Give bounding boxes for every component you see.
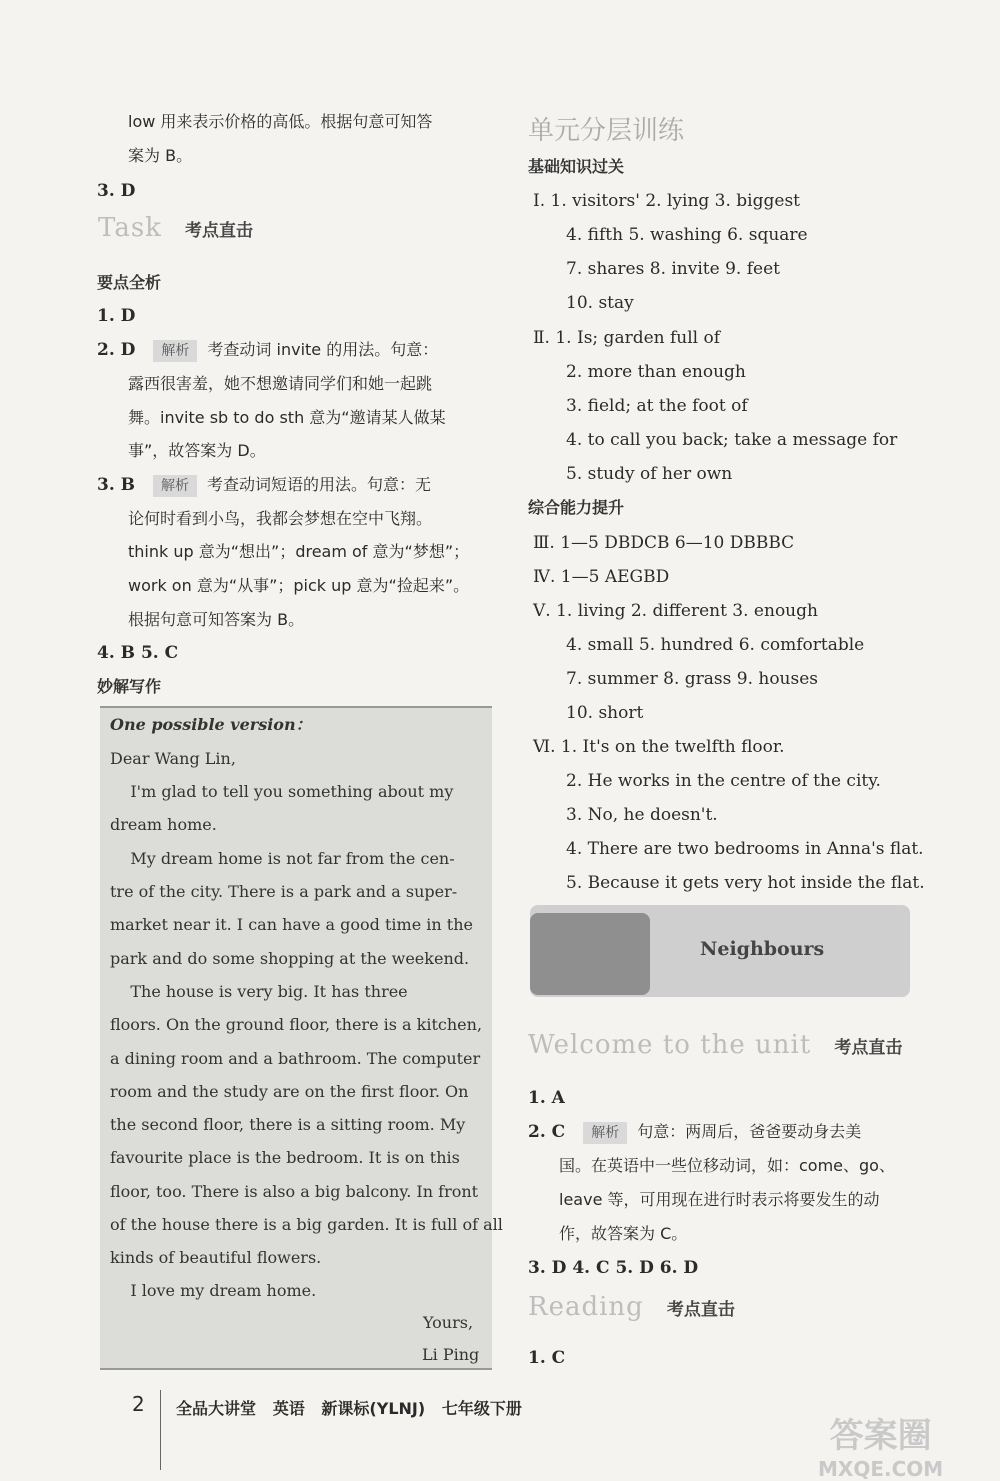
- reading-answer-1: 1. C: [528, 1348, 566, 1368]
- answer-2: [97, 339, 438, 362]
- welcome-answer-2: [528, 1121, 861, 1144]
- answer-3-head: 3. B: [97, 475, 136, 495]
- welcome-answer-2-line-2: 国。在英语中一些位移动词，如：come、go、: [559, 1156, 895, 1175]
- welcome-answer-2-line-4: 作，故答案为 C。: [559, 1224, 688, 1243]
- essay-line: The house is very big. It has three: [110, 982, 408, 1001]
- welcome-title-cn: 考点直击: [834, 1038, 903, 1058]
- reading-title-cn: 考点直击: [666, 1300, 735, 1320]
- essay-line: a dining room and a bathroom. The computer: [110, 1049, 481, 1068]
- essay-line: favourite place is the bedroom. It is on this: [110, 1148, 460, 1167]
- group5-line: Ⅵ. 1. It's on the twelfth floor.: [533, 737, 785, 757]
- group5-line: 2. He works in the centre of the city.: [566, 771, 881, 791]
- answer-2-line-3: 舞。invite sb to do sth 意为“邀请某人做某: [128, 408, 446, 427]
- essay-line: floors. On the ground floor, there is a kitchen,: [110, 1015, 483, 1034]
- welcome-answer-2-head: 2. C: [528, 1122, 566, 1142]
- answer-3: [97, 474, 431, 497]
- footer-book-info: 全品大讲堂 英语 新课标(YLNJ) 七年级下册: [176, 1399, 522, 1418]
- group1-line: 10. stay: [566, 293, 634, 313]
- group3-line: Ⅳ. 1—5 AEGBD: [533, 567, 670, 587]
- answer-2-line-2: 露西很害羞，她不想邀请同学们和她一起跳: [128, 374, 433, 393]
- group2-line: 2. more than enough: [566, 362, 746, 382]
- welcome-answer-2-line-1: 句意：两周后，爸爸要动身去美: [637, 1122, 862, 1141]
- watermark-text: 答案圈: [829, 1416, 932, 1456]
- welcome-answers-3-6: 3. D 4. C 5. D 6. D: [528, 1258, 699, 1278]
- item-3: 3. D: [97, 181, 136, 201]
- group1-line: 4. fifth 5. washing 6. square: [566, 225, 808, 245]
- essay-line: My dream home is not far from the cen-: [110, 849, 455, 868]
- welcome-answer-2-line-3: leave 等，可用现在进行时表示将要发生的动: [559, 1190, 880, 1209]
- welcome-title-en: Welcome to the unit: [528, 1030, 812, 1060]
- analysis-tag: 解析: [153, 340, 197, 362]
- group4-line: Ⅴ. 1. living 2. different 3. enough: [533, 601, 818, 621]
- subheading-ability: 综合能力提升: [528, 498, 625, 517]
- banner-graphic: [530, 913, 650, 995]
- essay-line: market near it. I can have a good time in the: [110, 915, 473, 934]
- group2-line: 5. study of her own: [566, 464, 733, 484]
- unit-banner: [530, 905, 910, 997]
- group4-line: 10. short: [566, 703, 644, 723]
- essay-closing: Yours,: [423, 1313, 474, 1332]
- essay-line: tre of the city. There is a park and a super-: [110, 882, 458, 901]
- essay-label: One possible version：: [110, 715, 312, 734]
- answer-2-line-4: 事”，故答案为 D。: [128, 441, 266, 460]
- reading-title-en: Reading: [528, 1292, 644, 1322]
- welcome-answer-1: 1. A: [528, 1088, 565, 1108]
- task-title-en: Task: [98, 213, 162, 243]
- task-title-cn: 考点直击: [185, 221, 254, 241]
- task-heading: [98, 213, 253, 243]
- essay-signature: Li Ping: [422, 1345, 480, 1364]
- group4-line: 4. small 5. hundred 6. comfortable: [566, 635, 865, 655]
- subheading-writing: 妙解写作: [97, 677, 162, 696]
- analysis-tag: 解析: [583, 1122, 627, 1144]
- unit-practice-title: 单元分层训练: [528, 116, 685, 146]
- answer-1: 1. D: [97, 306, 136, 326]
- watermark-url: MXQE.COM: [818, 1457, 944, 1481]
- answer-3-line-1: 考查动词短语的用法。句意：无: [207, 475, 432, 494]
- group4-line: 7. summer 8. grass 9. houses: [566, 669, 819, 689]
- watermark-logo: [818, 1408, 943, 1481]
- footer-divider: [160, 1390, 161, 1470]
- group1-line: Ⅰ. 1. visitors' 2. lying 3. biggest: [533, 191, 801, 211]
- welcome-heading: [528, 1030, 902, 1060]
- essay-line: floor, too. There is also a big balcony. In front: [110, 1182, 479, 1201]
- essay-line: of the house there is a big garden. It is full of all: [110, 1215, 503, 1234]
- answers-4-5: 4. B 5. C: [97, 643, 179, 663]
- answer-2-line-1: 考查动词 invite 的用法。句意：: [207, 340, 439, 359]
- group5-line: 5. Because it gets very hot inside the flat.: [566, 873, 925, 893]
- group1-line: 7. shares 8. invite 9. feet: [566, 259, 780, 279]
- essay-line: dream home.: [110, 815, 217, 834]
- answer-3-line-3: think up 意为“想出”；dream of 意为“梦想”；: [128, 542, 470, 561]
- essay-line: the second floor, there is a sitting room. My: [110, 1115, 466, 1134]
- group2-line: Ⅱ. 1. Is; garden full of: [533, 328, 721, 348]
- essay-line: park and do some shopping at the weekend.: [110, 949, 470, 968]
- group3-line: Ⅲ. 1—5 DBDCB 6—10 DBBBC: [533, 533, 795, 553]
- group5-line: 4. There are two bedrooms in Anna's flat.: [566, 839, 924, 859]
- analysis-tag: 解析: [153, 475, 197, 497]
- intro-line-1: low 用来表示价格的高低。根据句意可知答: [128, 112, 433, 131]
- answer-3-line-5: 根据句意可知答案为 B。: [128, 610, 305, 629]
- subheading-key-points: 要点全析: [97, 273, 162, 292]
- essay-line: kinds of beautiful flowers.: [110, 1248, 322, 1267]
- group2-line: 4. to call you back; take a message for: [566, 430, 898, 450]
- answer-3-line-2: 论何时看到小鸟，我都会梦想在空中飞翔。: [128, 509, 433, 528]
- group5-line: 3. No, he doesn't.: [566, 805, 718, 825]
- group2-line: 3. field; at the foot of: [566, 396, 748, 416]
- essay-line: Dear Wang Lin,: [110, 749, 236, 768]
- essay-line: I love my dream home.: [110, 1281, 317, 1300]
- essay-line: I'm glad to tell you something about my: [110, 782, 454, 801]
- intro-line-2: 案为 B。: [128, 146, 193, 165]
- subheading-basics: 基础知识过关: [528, 157, 625, 176]
- answer-2-head: 2. D: [97, 340, 136, 360]
- page-number: 2: [132, 1392, 145, 1416]
- reading-heading: [528, 1292, 735, 1322]
- sample-essay-box: [100, 706, 503, 1370]
- essay-line: room and the study are on the first floor. On: [110, 1082, 469, 1101]
- answer-3-line-4: work on 意为“从事”；pick up 意为“捡起来”。: [128, 576, 470, 595]
- unit-banner-title: Neighbours: [700, 938, 825, 960]
